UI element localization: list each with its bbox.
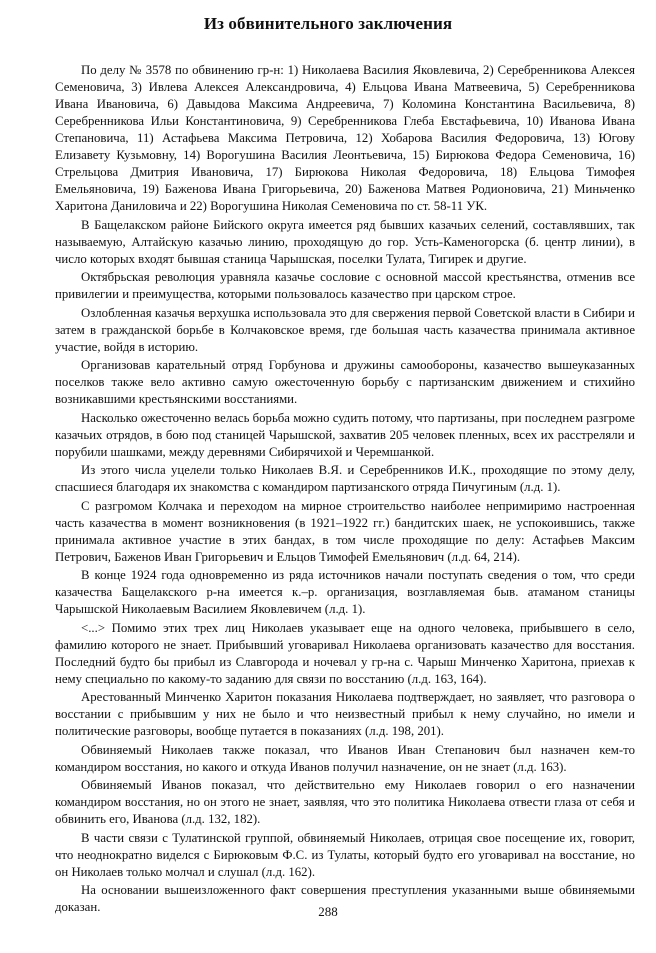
paragraph: В Бащелакском районе Бийского округа имеется ряд бывших казачьих селений, составлявших, так называемую, Алтайскую казачью линию, проходящую до гор. Усть-Каменогорска (б. центр линии), в число которых входят бывшая станица Чарышская, поселки Тулата, Тигирек и другие. <box>55 217 635 266</box>
page-number: 288 <box>318 904 338 919</box>
paragraph: <...> Помимо этих трех лиц Николаев указывает еще на одного человека, прибывшего в село, фамилию которого не знает. Прибывший уговаривал Николаева организовать казачество для восстания. Последний будто бы прибыл из Славгорода и ночевал у гр-на с. Чарыш Минченко Харитона, приехав к нему специально по какому-то заданию для связи по восстанию (л.д. 163, 164). <box>55 620 635 686</box>
paragraph: С разгромом Колчака и переходом на мирное строительство наиболее непримиримо настроенная часть казачества в момент возникновения (в 1921–1922 гг.) бандитских шаек, не успокоившись, также принимала активное участие в этих бандах, в том числе проходящие по делу: Астафьев Максим Петрович, Баженов Иван Григорьевич и Ельцов Тимофей Емельянович (л.д. 64, 214). <box>55 498 635 564</box>
document-title: Из обвинительного заключения <box>203 14 453 33</box>
paragraph: На основании вышеизложенного факт совершения преступления указанными выше обвиняемыми доказан. <box>55 883 635 914</box>
paragraph: Обвиняемый Николаев также показал, что Иванов Иван Степанович был назначен кем-то командиром восстания, но какого и откуда Иванов получил назначение, он не знает (л.д. 163). <box>55 742 635 774</box>
paragraph: Озлобленная казачья верхушка использовала это для свержения первой Советской власти в Сибири и затем в гражданской борьбе в Колчаковское время, где большая часть казачества принимала активное участие, войдя в историю. <box>55 305 635 354</box>
paragraph: Октябрьская революция уравняла казачье сословие с основной массой крестьянства, отменив все привилегии и преимущества, которыми пользовалось казачество при царском строе. <box>55 270 635 301</box>
document-body <box>55 62 635 918</box>
paragraph: По делу № 3578 по обвинению гр-н: 1) Николаева Василия Яковлевича, 2) Серебренникова Алексея Семеновича, 3) Ивлева Алексея Александровича, 4) Ельцова Ивана Матвеевича, 5) Серебренникова Ивана Ивановича, 6) Давыдова Максима Андреевича, 7) Коломина Константина Васильевича, 8) Серебренникова Ильи Константиновича, 9) Серебренникова Глеба Евстафьевича, 10) Иванова Ивана Степановича, 11) Астафьева Максима Петровича, 12) Хобарова Василия Федоровича, 13) Югову Елизавету Кузьмовну, 14) Ворогушина Василия Леонтьевича, 15) Бирюкова Федора Семеновича, 16) Стрельцова Дмитрия Ивановича, 17) Бирюкова Николая Федоровича, 18) Ельцова Тимофея Емельяновича, 19) Баженова Ивана Григорьевича, 20) Баженова Матвея Родионовича, 21) Миньченко Харитона Даниловича и 22) Ворогушина Николая Семеновича по ст. 58-11 УК. <box>55 63 635 213</box>
paragraph: В конце 1924 года одновременно из ряда источников начали поступать сведения о том, что среди казачества Бащелакского р-на имеется к.–р. организация, возглавляемая быв. атаманом станицы Чарышской Николаевым Василием Яковлевичем (л.д. 1). <box>55 568 635 616</box>
paragraph: Насколько ожесточенно велась борьба можно судить потому, что партизаны, при последнем разгроме казачьих отрядов, в бою под станицей Чарышской, захватив 205 человек пленных, всех их расстреляли и порубили шашками, между деревнями Сибирячихой и Черемшанкой. <box>55 410 635 459</box>
paragraph: Организовав карательный отряд Горбунова и дружины самообороны, казачество вышеуказанных поселков также вело активно самую ожесточенную борьбу с партизанским движением и стихийно возникавшими крестьянскими восстаниями. <box>55 358 635 406</box>
paragraph: Из этого числа уцелели только Николаев В.Я. и Серебренников И.К., проходящие по этому делу, спасшиеся благодаря их знакомства с командиром партизанского отряда Пичугиным (л.д. 1). <box>55 463 635 494</box>
paragraph: Обвиняемый Иванов показал, что действительно ему Николаев говорил о его назначении командиром восстания, но он этого не знает, заявляя, что это политика Николаева отвести глаза от себя и обвинить его, Иванова (л.д. 132, 182). <box>55 778 635 826</box>
paragraph: В части связи с Тулатинской группой, обвиняемый Николаев, отрицая свое посещение их, говорит, что неоднократно виделся с Бирюковым Ф.С. из Тулаты, который будто его уговаривал на восстание, но он Николаев только молчал и слушал (л.д. 162). <box>55 830 635 879</box>
paragraph: Арестованный Минченко Харитон показания Николаева подтверждает, но заявляет, что разговора о восстании с прибывшим у них не было и что неизвестный прибыл к нему случайно, но имели и политические разговоры, вообще путается в показаниях (л.д. 198, 201). <box>55 690 635 738</box>
